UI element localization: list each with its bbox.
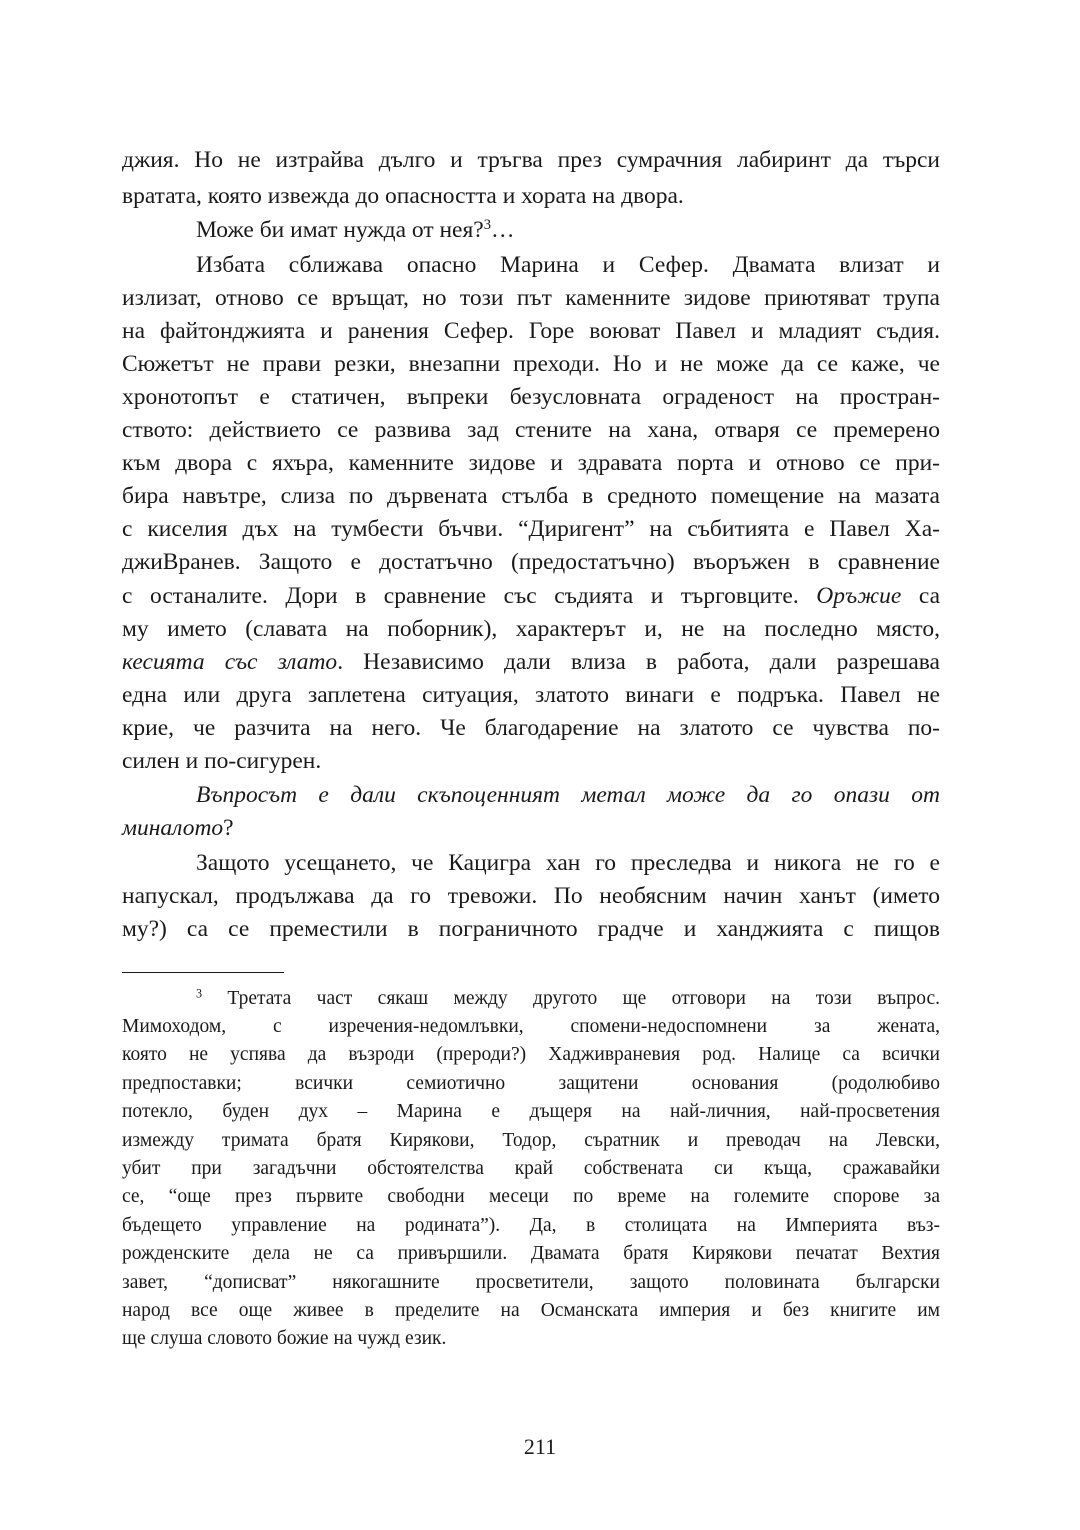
- body-text-run: са: [901, 583, 940, 609]
- body-line: напускал, продължава да го тревожи. По необясним начин ханът (името: [122, 883, 940, 909]
- body-line: [122, 646, 940, 678]
- italic-run: Оръжие: [816, 583, 902, 609]
- body-text-run: Може би имат нужда от нея?: [196, 217, 484, 243]
- body-line: хронотопът е статичен, въпреки безусловната ограденост на простран-: [122, 384, 940, 410]
- footnote-line: се, “още през първите свободни месеци по време на големите спорове за: [122, 1186, 940, 1207]
- footnote-marker: 3: [196, 986, 203, 1001]
- body-line: с киселия дъх на тумбести бъчви. “Диригент” на събитията е Павел Ха-: [122, 516, 940, 542]
- body-line: излизат, отново се връщат, но този път каменните зидове приютяват трупа: [122, 285, 940, 311]
- body-line: крие, че разчита на него. Че благодарение на златото се чувства по-: [122, 715, 940, 741]
- italic-run: кесията със злато: [122, 649, 338, 675]
- body-line: му?) са се преместили в пограничното градче и ханджията с пищов: [122, 916, 940, 942]
- body-line: Избата сближава опасно Марина и Сефер. Двамата влизат и: [196, 252, 940, 278]
- body-line: [196, 214, 940, 246]
- body-text-run: ?: [223, 815, 234, 841]
- body-line: [122, 812, 940, 844]
- footnote-line: която не успява да възроди (пpероди?) Хадживраневия род. Налице са всички: [122, 1044, 940, 1065]
- body-line: вратата, която извежда до опасността и хората на двора.: [122, 183, 684, 209]
- footnote-reference[interactable]: 3: [483, 217, 491, 233]
- body-line: една или друга заплетена ситуация, златото винаги е подръка. Павел не: [122, 682, 940, 708]
- footnote-line: ще слуша словото божие на чужд език.: [122, 1328, 447, 1349]
- body-line: му името (славата на поборник), характерът и, не на последно място,: [122, 616, 940, 642]
- body-line: бира навътре, слиза по дървената стълба в средното помещение на мазата: [122, 483, 940, 509]
- footnote-line: рожденските дела не са привършили. Двамата братя Кирякови печатат Вехтия: [122, 1243, 940, 1264]
- footnote-line: убит при загадъчни обстоятелства край собствената си къща, сражавайки: [122, 1158, 940, 1179]
- body-line: Защото усещането, че Кацигра хан го преследва и никога не го е: [196, 850, 940, 876]
- body-line: джия. Но не изтрайва дълго и тръгва през сумрачния лабиринт да търси: [122, 147, 940, 173]
- body-line: на файтонджията и ранения Сефер. Горе воюват Павел и младият съдия.: [122, 318, 940, 344]
- body-line: джиВранев. Защото е достатъчно (предостатъчно) въоръжен в сравнение: [122, 549, 940, 575]
- footnote-line: предпоставки; всички семиотично защитени основания (родолюбиво: [122, 1073, 940, 1094]
- body-line: [196, 779, 940, 811]
- footnote-line: завет, “дописват” някогашните просветители, защото половината български: [122, 1272, 940, 1293]
- body-line: ството: действието се развива зад стените на хана, отваря се премерено: [122, 417, 940, 443]
- footnote-line: народ все още живее в пределите на Османската империя и без книгите им: [122, 1300, 940, 1321]
- body-text-run: …: [491, 217, 515, 243]
- italic-run: Въпросът е дали скъпоценният метал може да го опази от: [196, 782, 940, 808]
- footnote-line: Мимоходом, с изречения-недомлъвки, спомени-недоспомнени за жената,: [122, 1016, 940, 1037]
- body-line: силен и по-сигурен.: [122, 748, 322, 774]
- body-line: [122, 580, 940, 612]
- footnote-text-run: Третата част сякаш между другото ще отговори на този въпрос.: [202, 988, 940, 1009]
- footnote-line: [196, 986, 940, 1013]
- footnote-line: потекло, буден дух – Марина е дъщеря на най-личния, най-просветения: [122, 1101, 940, 1122]
- body-line: към двора с яхъра, каменните зидове и здравата порта и отново се при-: [122, 450, 940, 476]
- footnote-line: измежду тримата братя Кирякови, Тодор, съратник и преводач на Левски,: [122, 1130, 940, 1151]
- footnote-line: бъдещето управление на родината”). Да, в столицата на Империята въз-: [122, 1215, 940, 1236]
- body-line: Сюжетът не прави резки, внезапни преходи. Но и не може да се каже, че: [122, 351, 940, 377]
- body-text-run: с останалите. Дори в сравнение със съдията и търговците.: [122, 583, 817, 609]
- body-text-run: . Независимо дали влиза в работа, дали разрешава: [337, 649, 940, 675]
- italic-run: миналото: [122, 815, 224, 841]
- footnote-separator: [122, 972, 284, 973]
- page-number: 211: [523, 1434, 557, 1459]
